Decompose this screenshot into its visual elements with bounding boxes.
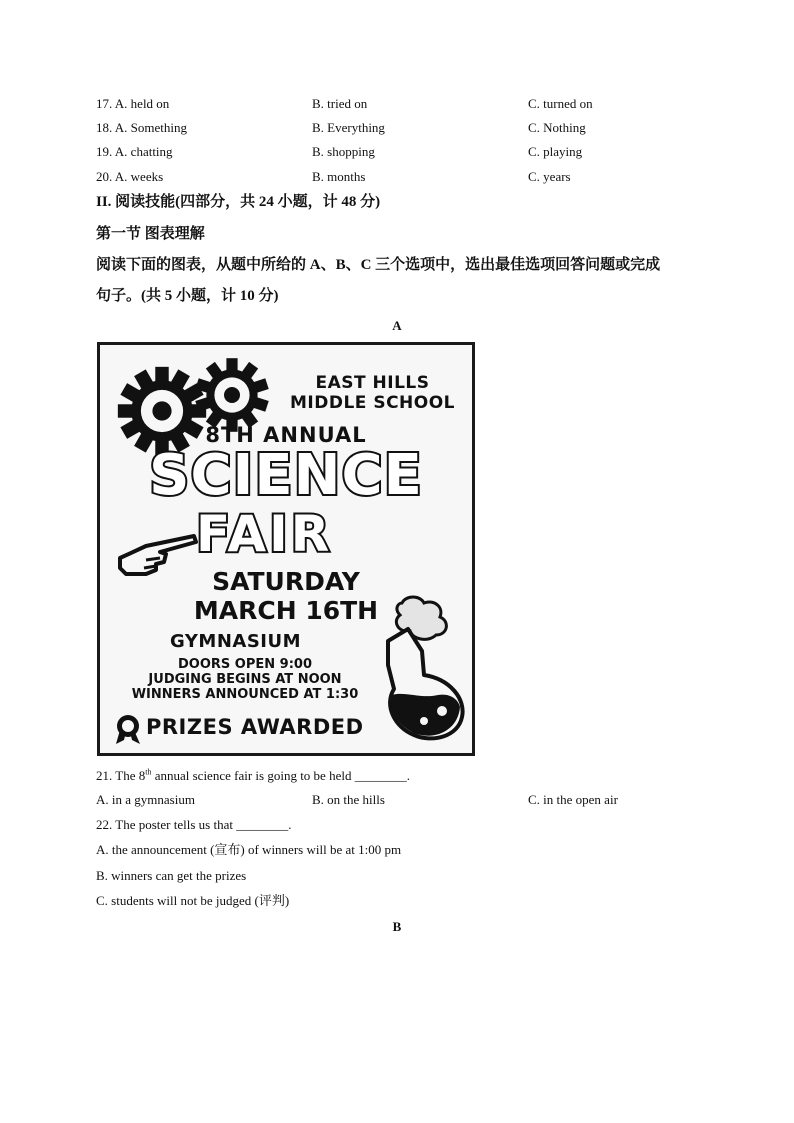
subsection-heading: 第一节 图表理解	[96, 226, 205, 242]
option-b: B. on the hills	[312, 792, 385, 807]
school-name	[290, 373, 455, 413]
science-fair-poster	[97, 342, 475, 756]
event-day: SATURDAY	[212, 567, 360, 596]
option-c: C. turned on	[528, 96, 593, 111]
option-c: C. playing	[528, 144, 583, 159]
option-b: B. Everything	[312, 120, 385, 135]
award-ribbon-icon	[112, 714, 144, 744]
school-name-line2: MIDDLE SCHOOL	[290, 393, 456, 413]
judging-time: JUDGING BEGINS AT NOON	[148, 672, 342, 687]
doors-open-time: DOORS OPEN 9:00	[178, 657, 312, 672]
passage-label-b: B	[392, 919, 402, 934]
prizes-label: PRIZES AWARDED	[146, 715, 364, 739]
option-b: B. shopping	[312, 144, 375, 159]
question-22-option-a: A. the announcement (宣布) of winners will be at 1:00 pm	[96, 842, 402, 857]
option-c: C. years	[528, 169, 571, 184]
option-c: C. Nothing	[528, 120, 586, 135]
question-22-option-c: C. students will not be judged (评判)	[96, 893, 290, 908]
event-date-text: MARCH 16TH	[193, 596, 379, 625]
question-21	[96, 768, 410, 784]
question-22: 22. The poster tells us that ________.	[96, 817, 292, 832]
question-22-option-b: B. winners can get the prizes	[96, 868, 247, 883]
fair-title: FAIR	[196, 505, 333, 563]
school-name-line1: EAST HILLS	[315, 373, 430, 393]
option-a: 17. A. held on	[96, 96, 170, 111]
instructions-line-2: 句子。(共 5 小题，计 10 分)	[96, 288, 279, 304]
question-21-stem-start: 21. The 8	[96, 768, 146, 783]
question-21-superscript: th	[145, 767, 152, 777]
option-a: 19. A. chatting	[96, 144, 173, 159]
event-schedule	[100, 657, 390, 702]
passage-label-a: A	[392, 318, 402, 333]
option-a: 18. A. Something	[96, 120, 188, 135]
winners-time: WINNERS ANNOUNCED AT 1:30	[131, 687, 359, 702]
instructions-line-1: 阅读下面的图表，从题中所给的 A、B、C 三个选项中，选出最佳选项回答问题或完成	[96, 257, 661, 273]
option-a: 20. A. weeks	[96, 169, 164, 184]
question-21-stem-end: annual science fair is going to be held ________.	[151, 768, 410, 783]
section-heading: II. 阅读技能(四部分，共 24 小题，计 48 分)	[96, 194, 381, 210]
option-a: A. in a gymnasium	[96, 792, 195, 807]
option-b: B. months	[312, 169, 366, 184]
option-b: B. tried on	[312, 96, 368, 111]
event-venue: GYMNASIUM	[170, 631, 302, 652]
annual-label: 8TH ANNUAL	[205, 423, 367, 447]
science-title: SCIENCE	[149, 443, 423, 508]
option-c: C. in the open air	[528, 792, 618, 807]
